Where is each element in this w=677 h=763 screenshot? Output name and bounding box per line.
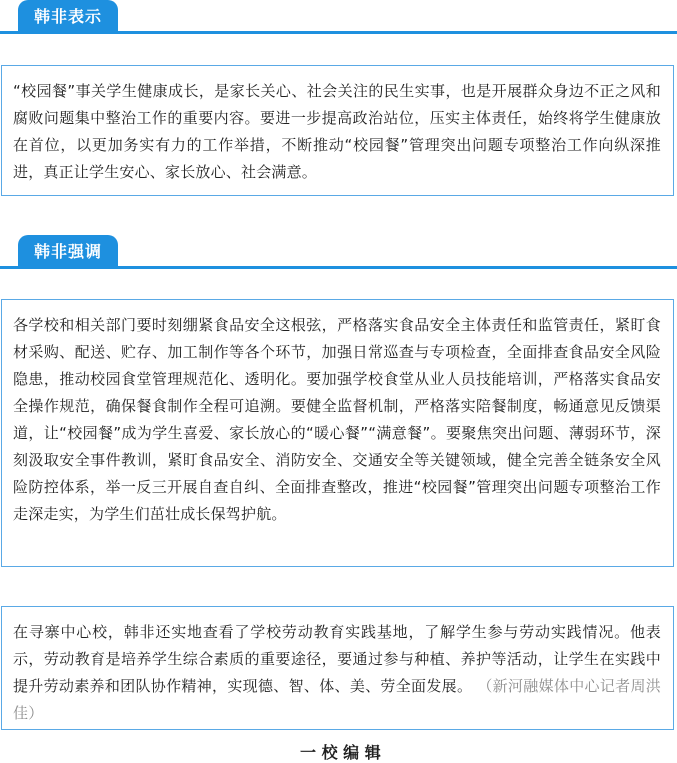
section-header-statement: [0, 0, 677, 40]
section-divider: [0, 31, 677, 34]
statement-paragraph: “校园餐”事关学生健康成长，是家长关心、社会关注的民生实事，也是开展群众身边不正之风和腐败问题集中整治工作的重要内容。要进一步提高政治站位，压实主体责任，始终将学生健康放在首位，以更加务实有力的工作举措，不断推动“校园餐”管理突出问题专项整治工作向纵深推进，真正让学生安心、家长放心、社会满意。: [13, 82, 661, 181]
emphasis-paragraph: 各学校和相关部门要时刻绷紧食品安全这根弦，严格落实食品安全主体责任和监管责任，紧盯食材采购、配送、贮存、加工制作等各个环节，加强日常巡查与专项检查，全面排查食品安全风险隐患，推动校园食堂管理规范化、透明化。要加强学校食堂从业人员技能培训，严格落实食品安全操作规范，确保餐食制作全程可追溯。要健全监督机制，严格落实陪餐制度，畅通意见反馈渠道，让“校园餐”成为学生喜爱、家长放心的“暖心餐”“满意餐”。要聚焦突出问题、薄弱环节，深刻汲取安全事件教训，紧盯食品安全、消防安全、交通安全等关键领域，健全完善全链条安全风险防控体系，举一反三开展自查自纠、全面排查整改，推进“校园餐”管理突出问题专项整治工作走深走实，为学生们茁壮成长保驾护航。: [13, 316, 661, 523]
section-title-emphasis: 韩非强调: [18, 235, 118, 269]
section-divider: [0, 266, 677, 269]
section-title-statement: 韩非表示: [18, 0, 118, 34]
footer-partial-text: 一 校 编 辑: [300, 743, 381, 762]
labor-education-paragraph: 在寻寨中心校，韩非还实地查看了学校劳动教育实践基地，了解学生参与劳动实践情况。他表示，劳动教育是培养学生综合素质的重要途径，要通过参与种植、养护等活动，让学生在实践中提升劳动素养和团队协作精神，实现德、智、体、美、劳全面发展。: [13, 623, 661, 695]
labor-education-text-box: [1, 606, 674, 730]
statement-text-box: [1, 65, 674, 196]
news-source-credit: （新河融媒体中心记者周洪佳）: [13, 677, 661, 722]
section-header-emphasis: [0, 235, 677, 275]
emphasis-text-box: [1, 299, 674, 567]
